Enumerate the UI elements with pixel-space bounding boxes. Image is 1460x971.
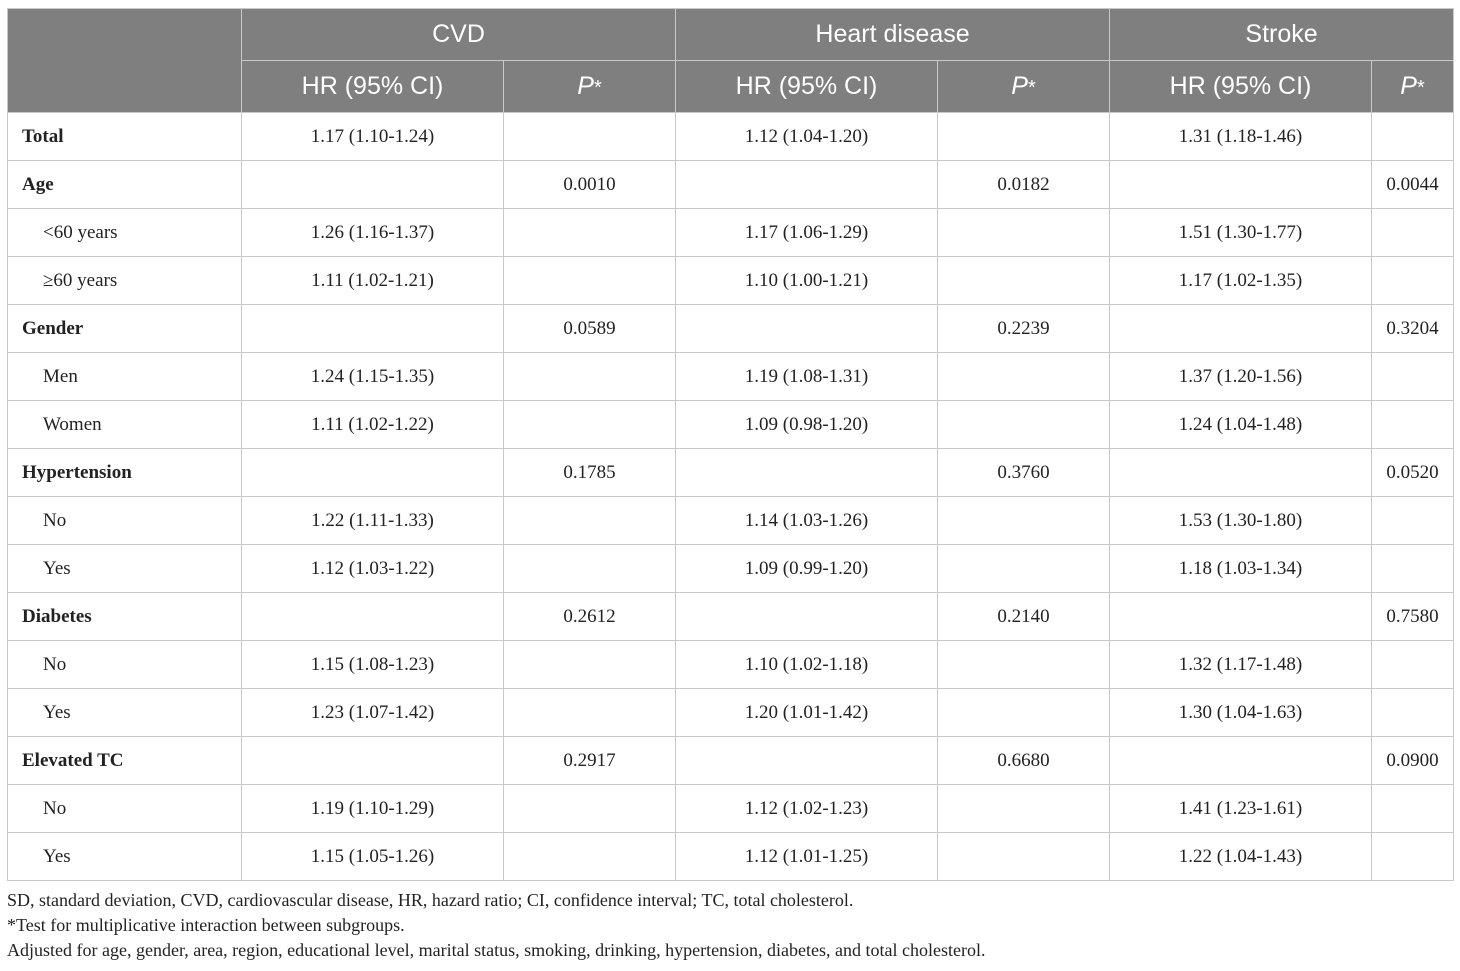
heart-disease-p-cell: 0.2140 xyxy=(938,593,1110,641)
heart-disease-p-cell: 0.6680 xyxy=(938,737,1110,785)
cvd-p-cell xyxy=(504,113,676,161)
heart-disease-hr-cell: 1.19 (1.08-1.31) xyxy=(676,353,938,401)
header-heart-hr: HR (95% CI) xyxy=(676,61,938,113)
cvd-hr-cell: 1.15 (1.05-1.26) xyxy=(242,833,504,881)
header-heart-p xyxy=(938,61,1110,113)
header-group-cvd: CVD xyxy=(242,9,676,61)
stroke-hr-cell: 1.37 (1.20-1.56) xyxy=(1110,353,1372,401)
p-asterisk: * xyxy=(1416,77,1425,99)
heart-disease-hr-cell: 1.20 (1.01-1.42) xyxy=(676,689,938,737)
cvd-p-cell: 0.1785 xyxy=(504,449,676,497)
stroke-hr-cell: 1.31 (1.18-1.46) xyxy=(1110,113,1372,161)
stroke-p-cell xyxy=(1372,209,1454,257)
heart-disease-p-cell xyxy=(938,209,1110,257)
row-label: No xyxy=(8,497,242,545)
stroke-p-cell: 0.7580 xyxy=(1372,593,1454,641)
cvd-p-cell xyxy=(504,689,676,737)
heart-disease-hr-cell: 1.12 (1.04-1.20) xyxy=(676,113,938,161)
heart-disease-hr-cell xyxy=(676,305,938,353)
table-row-subgroup xyxy=(8,545,1454,593)
heart-disease-p-cell xyxy=(938,497,1110,545)
heart-disease-hr-cell: 1.14 (1.03-1.26) xyxy=(676,497,938,545)
heart-disease-p-cell xyxy=(938,833,1110,881)
cvd-p-cell xyxy=(504,209,676,257)
header-cvd-hr: HR (95% CI) xyxy=(242,61,504,113)
heart-disease-hr-cell xyxy=(676,449,938,497)
cvd-p-cell xyxy=(504,353,676,401)
heart-disease-p-cell: 0.2239 xyxy=(938,305,1110,353)
row-label: Diabetes xyxy=(8,593,242,641)
table-row-subgroup xyxy=(8,401,1454,449)
heart-disease-p-cell xyxy=(938,257,1110,305)
stroke-hr-cell xyxy=(1110,161,1372,209)
header-corner-cell xyxy=(8,9,242,113)
stroke-p-cell xyxy=(1372,641,1454,689)
cvd-p-cell xyxy=(504,545,676,593)
cvd-hr-cell: 1.17 (1.10-1.24) xyxy=(242,113,504,161)
stroke-hr-cell: 1.17 (1.02-1.35) xyxy=(1110,257,1372,305)
cvd-p-cell xyxy=(504,785,676,833)
stroke-hr-cell xyxy=(1110,593,1372,641)
stroke-p-cell xyxy=(1372,689,1454,737)
heart-disease-p-cell xyxy=(938,353,1110,401)
heart-disease-p-cell xyxy=(938,641,1110,689)
row-label: Hypertension xyxy=(8,449,242,497)
table-row-group xyxy=(8,593,1454,641)
table-row-group xyxy=(8,449,1454,497)
heart-disease-hr-cell: 1.09 (0.98-1.20) xyxy=(676,401,938,449)
cvd-p-cell: 0.2917 xyxy=(504,737,676,785)
heart-disease-p-cell xyxy=(938,785,1110,833)
cvd-hr-cell xyxy=(242,449,504,497)
stroke-p-cell xyxy=(1372,113,1454,161)
cvd-hr-cell: 1.22 (1.11-1.33) xyxy=(242,497,504,545)
table-row-group xyxy=(8,737,1454,785)
stroke-p-cell xyxy=(1372,545,1454,593)
header-group-stroke: Stroke xyxy=(1110,9,1454,61)
stroke-hr-cell: 1.18 (1.03-1.34) xyxy=(1110,545,1372,593)
row-label: <60 years xyxy=(8,209,242,257)
heart-disease-hr-cell: 1.12 (1.02-1.23) xyxy=(676,785,938,833)
stroke-hr-cell: 1.22 (1.04-1.43) xyxy=(1110,833,1372,881)
cvd-p-cell: 0.0010 xyxy=(504,161,676,209)
p-label: P xyxy=(1400,72,1417,100)
stroke-hr-cell: 1.51 (1.30-1.77) xyxy=(1110,209,1372,257)
cvd-hr-cell: 1.11 (1.02-1.22) xyxy=(242,401,504,449)
row-label: Age xyxy=(8,161,242,209)
footnote-adjustment: Adjusted for age, gender, area, region, educational level, marital status, smoking, drinking, hypertension, diabetes, and total cholesterol. xyxy=(7,940,986,960)
stroke-p-cell xyxy=(1372,785,1454,833)
row-label: No xyxy=(8,641,242,689)
cvd-p-cell xyxy=(504,401,676,449)
stroke-p-cell xyxy=(1372,833,1454,881)
row-label: Gender xyxy=(8,305,242,353)
table-row-subgroup xyxy=(8,641,1454,689)
row-label: Elevated TC xyxy=(8,737,242,785)
stroke-p-cell xyxy=(1372,497,1454,545)
heart-disease-p-cell xyxy=(938,401,1110,449)
table-footnotes xyxy=(7,888,1453,963)
cvd-hr-cell xyxy=(242,737,504,785)
stroke-hr-cell: 1.32 (1.17-1.48) xyxy=(1110,641,1372,689)
table-row-subgroup xyxy=(8,209,1454,257)
p-label: P xyxy=(577,72,594,100)
row-label: Yes xyxy=(8,689,242,737)
stroke-hr-cell: 1.53 (1.30-1.80) xyxy=(1110,497,1372,545)
stroke-p-cell xyxy=(1372,401,1454,449)
stroke-p-cell xyxy=(1372,353,1454,401)
cvd-hr-cell xyxy=(242,305,504,353)
stroke-hr-cell: 1.30 (1.04-1.63) xyxy=(1110,689,1372,737)
heart-disease-hr-cell: 1.10 (1.00-1.21) xyxy=(676,257,938,305)
header-stroke-p xyxy=(1372,61,1454,113)
p-asterisk: * xyxy=(593,77,602,99)
heart-disease-hr-cell: 1.12 (1.01-1.25) xyxy=(676,833,938,881)
cvd-hr-cell: 1.23 (1.07-1.42) xyxy=(242,689,504,737)
heart-disease-p-cell xyxy=(938,113,1110,161)
heart-disease-hr-cell: 1.17 (1.06-1.29) xyxy=(676,209,938,257)
stroke-p-cell: 0.0520 xyxy=(1372,449,1454,497)
cvd-p-cell xyxy=(504,833,676,881)
cvd-p-cell xyxy=(504,497,676,545)
heart-disease-hr-cell xyxy=(676,593,938,641)
heart-disease-hr-cell: 1.10 (1.02-1.18) xyxy=(676,641,938,689)
cvd-hr-cell: 1.12 (1.03-1.22) xyxy=(242,545,504,593)
cvd-hr-cell xyxy=(242,593,504,641)
table-header xyxy=(8,9,1454,113)
table-row-subgroup xyxy=(8,833,1454,881)
cvd-hr-cell: 1.15 (1.08-1.23) xyxy=(242,641,504,689)
cvd-hr-cell: 1.19 (1.10-1.29) xyxy=(242,785,504,833)
cvd-p-cell xyxy=(504,641,676,689)
p-asterisk: * xyxy=(1027,77,1036,99)
cvd-p-cell: 0.0589 xyxy=(504,305,676,353)
row-label: No xyxy=(8,785,242,833)
header-cvd-p xyxy=(504,61,676,113)
results-table-container xyxy=(7,8,1453,963)
row-label: Yes xyxy=(8,833,242,881)
stroke-hr-cell xyxy=(1110,737,1372,785)
stroke-hr-cell: 1.41 (1.23-1.61) xyxy=(1110,785,1372,833)
header-group-heart-disease: Heart disease xyxy=(676,9,1110,61)
row-label: Total xyxy=(8,113,242,161)
stroke-p-cell: 0.0900 xyxy=(1372,737,1454,785)
stroke-p-cell: 0.0044 xyxy=(1372,161,1454,209)
header-group-row xyxy=(8,9,1454,61)
cvd-p-cell xyxy=(504,257,676,305)
table-row-group xyxy=(8,305,1454,353)
heart-disease-hr-cell xyxy=(676,161,938,209)
heart-disease-p-cell xyxy=(938,545,1110,593)
table-row-subgroup xyxy=(8,785,1454,833)
table-row-subgroup xyxy=(8,689,1454,737)
row-label: ≥60 years xyxy=(8,257,242,305)
table-row-subgroup xyxy=(8,353,1454,401)
heart-disease-hr-cell: 1.09 (0.99-1.20) xyxy=(676,545,938,593)
cvd-hr-cell xyxy=(242,161,504,209)
table-body xyxy=(8,113,1454,881)
row-label: Men xyxy=(8,353,242,401)
table-row-subgroup xyxy=(8,497,1454,545)
cvd-p-cell: 0.2612 xyxy=(504,593,676,641)
footnote-interaction-test: *Test for multiplicative interaction between subgroups. xyxy=(7,915,405,935)
stroke-hr-cell: 1.24 (1.04-1.48) xyxy=(1110,401,1372,449)
p-label: P xyxy=(1011,72,1028,100)
hazard-ratio-table xyxy=(7,8,1454,881)
table-row-group xyxy=(8,113,1454,161)
stroke-p-cell: 0.3204 xyxy=(1372,305,1454,353)
header-stroke-hr: HR (95% CI) xyxy=(1110,61,1372,113)
cvd-hr-cell: 1.26 (1.16-1.37) xyxy=(242,209,504,257)
table-row-group xyxy=(8,161,1454,209)
cvd-hr-cell: 1.11 (1.02-1.21) xyxy=(242,257,504,305)
stroke-hr-cell xyxy=(1110,305,1372,353)
heart-disease-p-cell: 0.3760 xyxy=(938,449,1110,497)
heart-disease-p-cell xyxy=(938,689,1110,737)
heart-disease-hr-cell xyxy=(676,737,938,785)
stroke-hr-cell xyxy=(1110,449,1372,497)
row-label: Yes xyxy=(8,545,242,593)
footnote-abbreviations: SD, standard deviation, CVD, cardiovascular disease, HR, hazard ratio; CI, confidence interval; TC, total cholesterol. xyxy=(7,890,854,910)
heart-disease-p-cell: 0.0182 xyxy=(938,161,1110,209)
stroke-p-cell xyxy=(1372,257,1454,305)
cvd-hr-cell: 1.24 (1.15-1.35) xyxy=(242,353,504,401)
row-label: Women xyxy=(8,401,242,449)
table-row-subgroup xyxy=(8,257,1454,305)
